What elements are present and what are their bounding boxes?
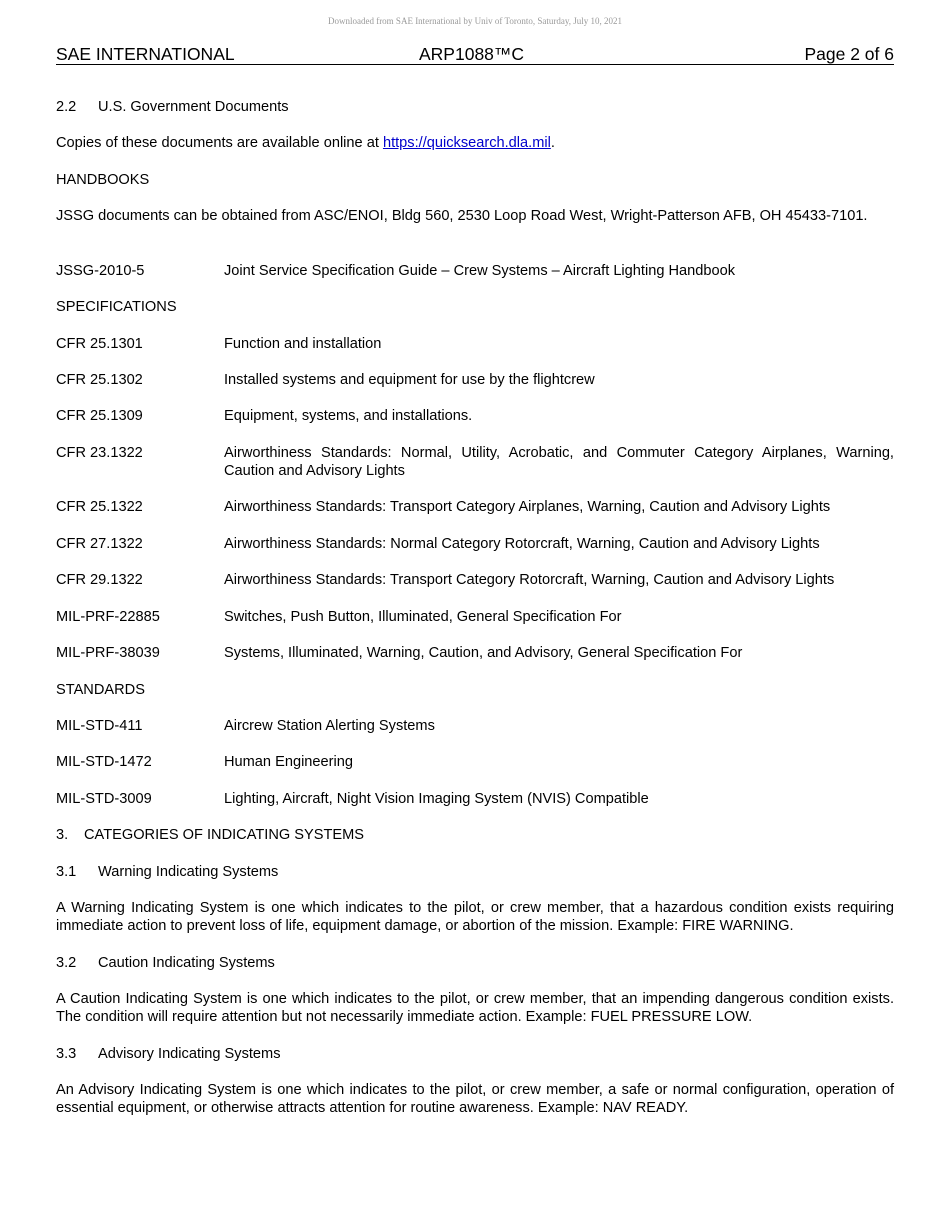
section-title: Caution Indicating Systems [98, 955, 275, 971]
reference-code: CFR 25.1302 [56, 372, 143, 388]
reference-code: CFR 25.1322 [56, 499, 143, 515]
reference-description: Joint Service Specification Guide – Crew Systems – Aircraft Lighting Handbook [224, 263, 736, 279]
reference-description: Airworthiness Standards: Transport Category Rotorcraft, Warning, Caution and Advisory Lights [224, 572, 835, 588]
reference-description: Systems, Illuminated, Warning, Caution, and Advisory, General Specification For [224, 645, 743, 661]
section-title: U.S. Government Documents [98, 99, 289, 115]
section-3-3-body: An Advisory Indicating System is one which indicates to the pilot, or crew member, a safe or normal configuration, operation of essential equipment, or otherwise attracts attention for routine awareness. Example: NAV READY. [56, 1082, 894, 1116]
reference-description: Equipment, systems, and installations. [224, 408, 473, 424]
section-number: 3.1 [56, 864, 77, 880]
section-title: CATEGORIES OF INDICATING SYSTEMS [84, 827, 365, 843]
reference-description: Function and installation [224, 336, 382, 352]
reference-description: Lighting, Aircraft, Night Vision Imaging System (NVIS) Compatible [224, 791, 649, 807]
reference-code: CFR 23.1322 [56, 445, 143, 461]
reference-description: Installed systems and equipment for use by the flightcrew [224, 372, 595, 388]
section-3-2-heading [56, 954, 894, 972]
handbooks-heading: HANDBOOKS [56, 172, 150, 188]
header-page-number: Page 2 of 6 [804, 44, 894, 64]
reference-description: Switches, Push Button, Illuminated, General Specification For [224, 609, 622, 625]
specifications-heading: SPECIFICATIONS [56, 299, 177, 315]
section-number: 3.2 [56, 955, 77, 971]
download-watermark: Downloaded from SAE International by Univ of Toronto, Saturday, July 10, 2021 [327, 16, 623, 26]
reference-code: CFR 29.1322 [56, 572, 143, 588]
section-title: Warning Indicating Systems [98, 864, 279, 880]
page-header [56, 44, 894, 65]
reference-code: CFR 25.1309 [56, 408, 143, 424]
handbooks-note: JSSG documents can be obtained from ASC/ENOI, Bldg 560, 2530 Loop Road West, Wright-Patterson AFB, OH 45433-7101. [56, 208, 868, 224]
section-number: 3.3 [56, 1046, 77, 1062]
section-3-3-heading [56, 1045, 894, 1063]
reference-description: Human Engineering [224, 754, 353, 770]
section-number: 3. [56, 827, 69, 843]
reference-description: Aircrew Station Alerting Systems [224, 718, 435, 734]
section-3-1-body: A Warning Indicating System is one which indicates to the pilot, or crew member, that a hazardous condition exists requiring immediate action to prevent loss of life, equipment damage, or abortion of the mission. Example: FIRE WARNING. [56, 900, 894, 934]
reference-code: MIL-STD-3009 [56, 791, 152, 807]
reference-code: MIL-PRF-22885 [56, 609, 160, 625]
reference-code: MIL-STD-1472 [56, 754, 152, 770]
standards-heading: STANDARDS [56, 682, 145, 698]
reference-code: MIL-PRF-38039 [56, 645, 160, 661]
section-2-2-intro [56, 134, 894, 152]
reference-code: CFR 27.1322 [56, 536, 143, 552]
header-org: SAE INTERNATIONAL [56, 44, 235, 64]
section-title: Advisory Indicating Systems [98, 1046, 281, 1062]
section-2-2-heading [56, 98, 894, 116]
section-number: 2.2 [56, 99, 77, 115]
section-3-heading [56, 826, 894, 844]
intro-text: Copies of these documents are available online at [56, 135, 383, 151]
reference-description: Airworthiness Standards: Normal Category Rotorcraft, Warning, Caution and Advisory Lights [224, 536, 820, 552]
section-3-2-body: A Caution Indicating System is one which indicates to the pilot, or crew member, that an impending dangerous condition exists. The condition will require attention but not necessarily immediate action. Example: FUEL PRESSURE LOW. [56, 991, 894, 1025]
reference-code: MIL-STD-411 [56, 718, 143, 734]
reference-description: Airworthiness Standards: Normal, Utility, Acrobatic, and Commuter Category Airplanes, Warning, Caution and Advisory Lights [224, 445, 894, 479]
quicksearch-link[interactable]: https://quicksearch.dla.mil [382, 135, 551, 151]
intro-suffix: . [550, 135, 555, 151]
reference-code: CFR 25.1301 [56, 336, 143, 352]
header-doc-id: ARP1088™C [419, 44, 525, 64]
reference-code: JSSG-2010-5 [56, 263, 145, 279]
section-3-1-heading [56, 863, 894, 881]
reference-description: Airworthiness Standards: Transport Category Airplanes, Warning, Caution and Advisory Lights [224, 499, 831, 515]
